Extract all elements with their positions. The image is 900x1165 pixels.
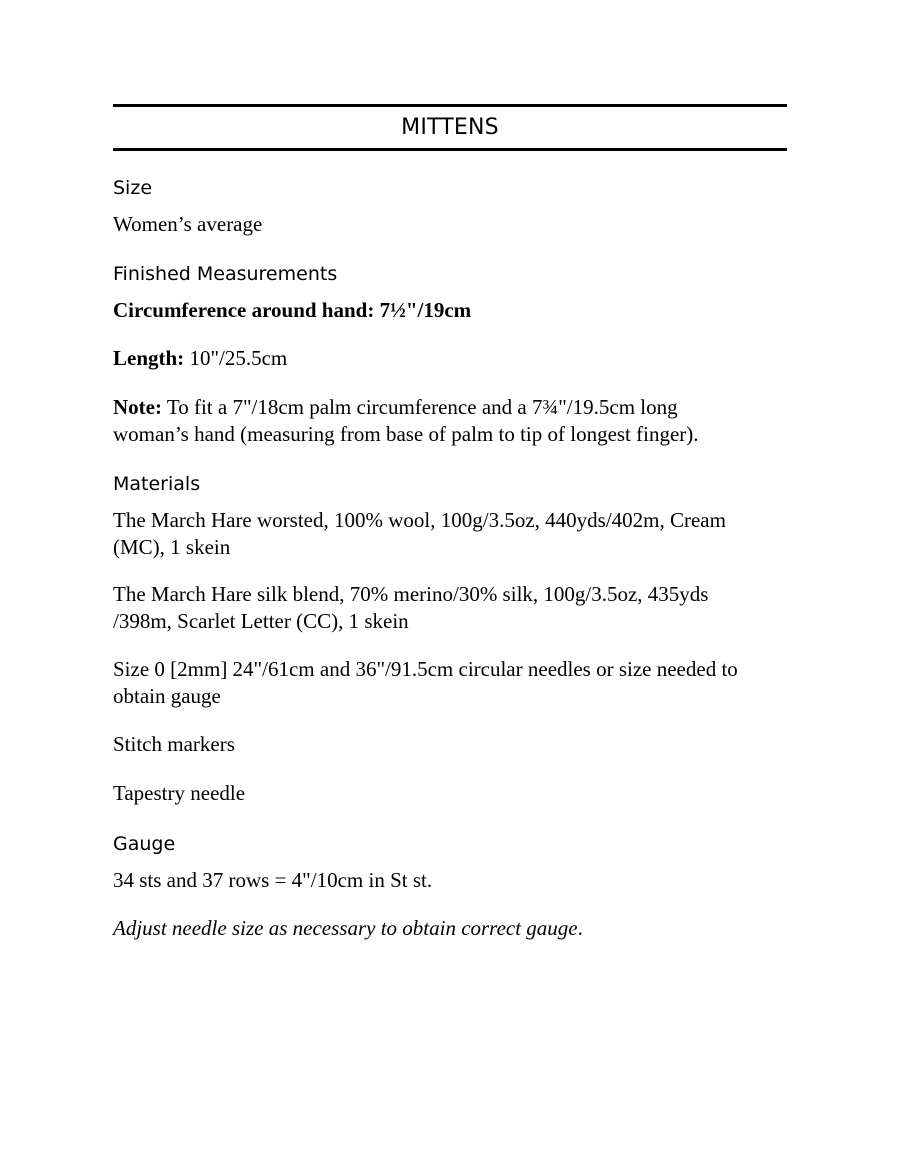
materials-item: The March Hare worsted, 100% wool, 100g/3.5oz, 440yds/402m, Cream (MC), 1 skein xyxy=(113,508,726,559)
length-value: 10"/25.5cm xyxy=(184,346,288,370)
title-bottom-rule xyxy=(113,148,787,151)
materials-item: Tapestry needle xyxy=(113,781,246,805)
finished-measurements-heading: Finished Measurements xyxy=(113,263,338,285)
title-top-rule xyxy=(113,104,787,107)
gauge-value: 34 sts and 37 rows = 4"/10cm in St st. xyxy=(113,868,433,892)
circumference-text: Circumference around hand: 7½"/19cm xyxy=(113,298,472,322)
gauge-heading: Gauge xyxy=(113,833,176,855)
note-label: Note: xyxy=(113,395,162,419)
size-heading: Size xyxy=(113,177,153,199)
note-paragraph xyxy=(113,394,753,448)
page-title: MITTENS xyxy=(401,115,499,140)
note-text: To fit a 7"/18cm palm circumference and a 7¾"/19.5cm long woman’s hand (measuring from base of palm to tip of longest finger). xyxy=(113,395,699,446)
gauge-note-end: . xyxy=(577,916,583,940)
materials-item: The March Hare silk blend, 70% merino/30% silk, 100g/3.5oz, 435yds /398m, Scarlet Letter (CC), 1 skein xyxy=(113,582,709,633)
materials-item: Stitch markers xyxy=(113,732,235,756)
length-line xyxy=(113,345,793,372)
gauge-note xyxy=(113,915,793,942)
materials-item: Size 0 [2mm] 24"/61cm and 36"/91.5cm circular needles or size needed to obtain gauge xyxy=(113,657,738,708)
length-label: Length: xyxy=(113,346,185,370)
materials-heading: Materials xyxy=(113,473,201,495)
gauge-note-italic: Adjust needle size as necessary to obtain correct gauge xyxy=(113,916,578,940)
size-value: Women’s average xyxy=(113,212,263,236)
